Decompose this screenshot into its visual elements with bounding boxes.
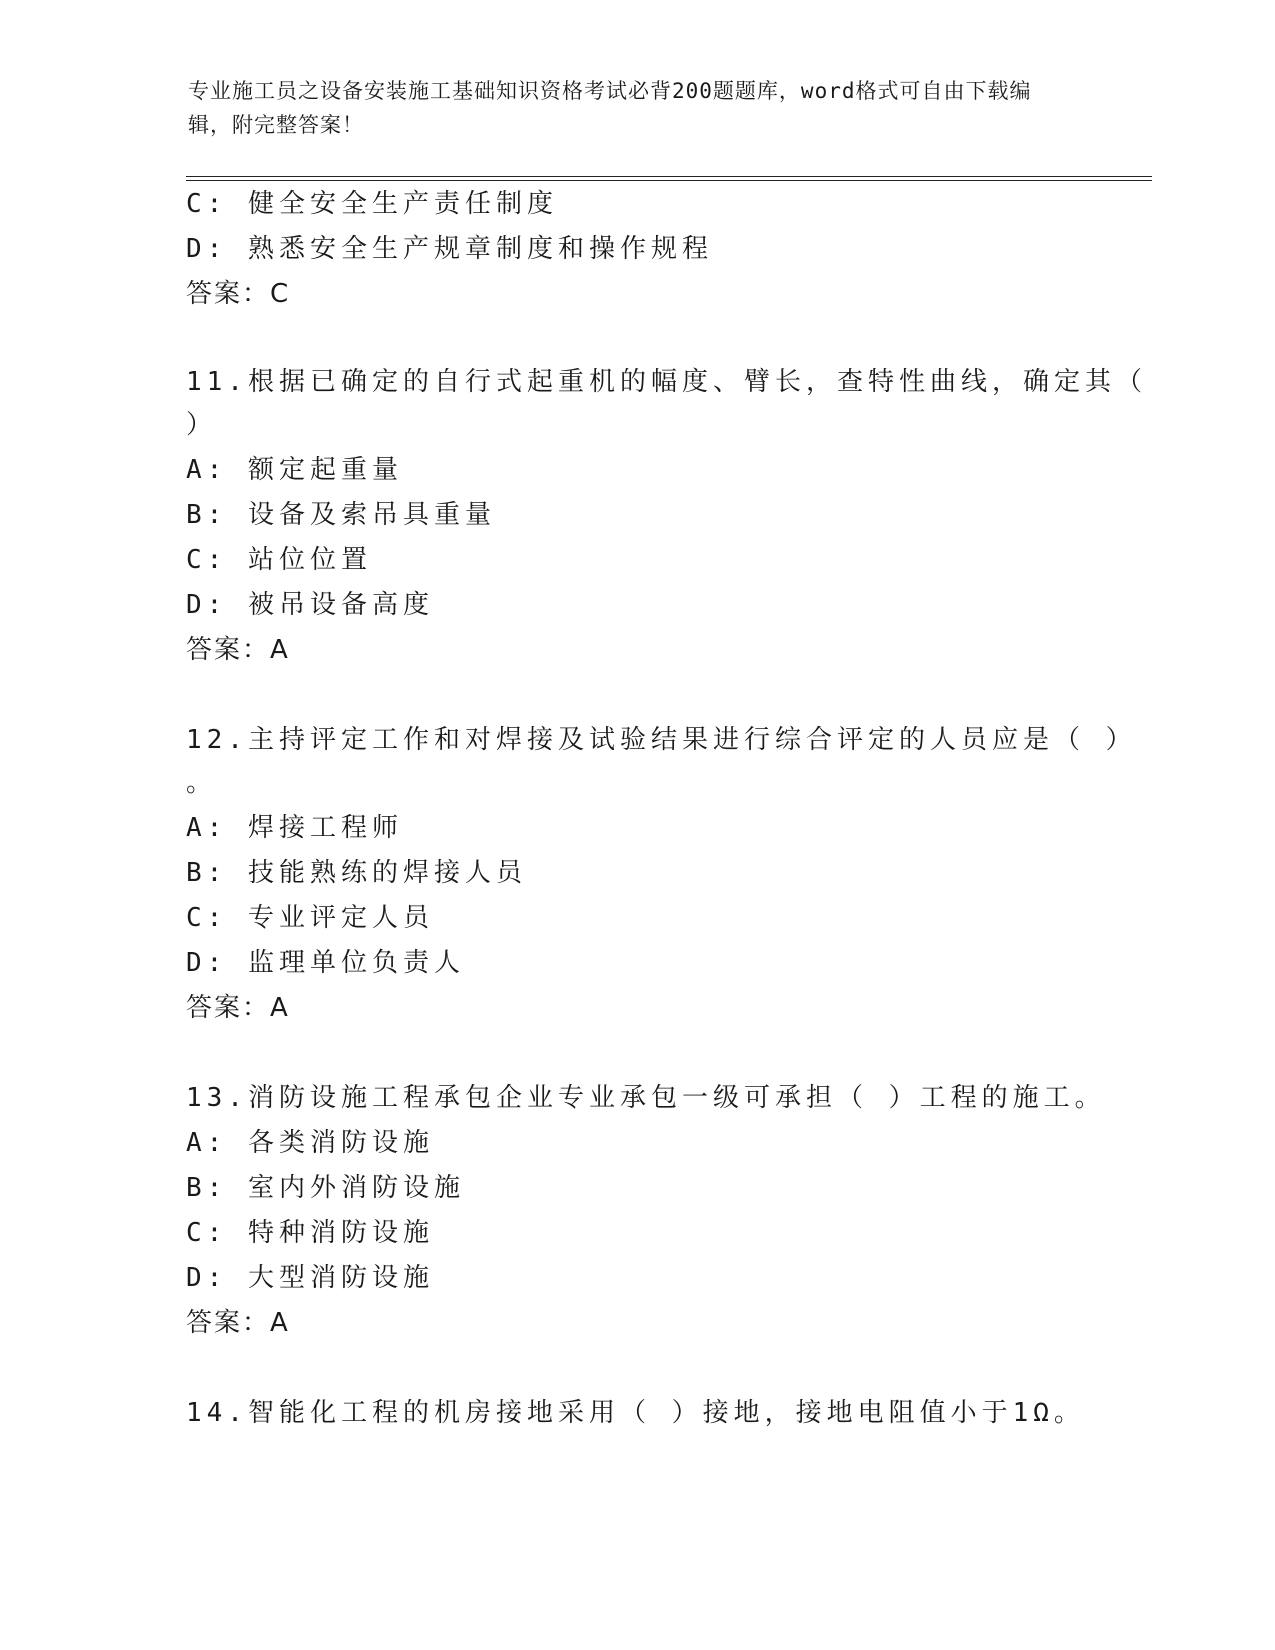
q12-stem-cont: 。 — [186, 768, 218, 798]
q10-answer: 答案：C — [186, 279, 291, 309]
q11-option-a: A: 额定起重量 — [186, 455, 403, 485]
q11-option-c: C: 站位位置 — [186, 545, 372, 575]
q10-option-c: C: 健全安全生产责任制度 — [186, 189, 558, 219]
q11-answer: 答案：A — [186, 635, 290, 665]
q11-option-b: B: 设备及索吊具重量 — [186, 500, 496, 530]
q13-option-a: A: 各类消防设施 — [186, 1128, 434, 1158]
q13-answer: 答案：A — [186, 1308, 290, 1338]
q12-option-b: B: 技能熟练的焊接人员 — [186, 858, 527, 888]
q14-stem: 14.智能化工程的机房接地采用（ ）接地，接地电阻值小于1Ω。 — [186, 1398, 1085, 1428]
q13-stem: 13.消防设施工程承包企业专业承包一级可承担（ ）工程的施工。 — [186, 1083, 1106, 1113]
q10-option-d: D: 熟悉安全生产规章制度和操作规程 — [186, 234, 713, 264]
q12-option-d: D: 监理单位负责人 — [186, 948, 465, 978]
q13-option-c: C: 特种消防设施 — [186, 1218, 434, 1248]
q12-option-c: C: 专业评定人员 — [186, 903, 434, 933]
q11-option-d: D: 被吊设备高度 — [186, 590, 434, 620]
q11-stem: 11.根据已确定的自行式起重机的幅度、臂长，查特性曲线，确定其（ — [186, 367, 1147, 397]
q13-option-b: B: 室内外消防设施 — [186, 1173, 465, 1203]
q12-stem: 12.主持评定工作和对焊接及试验结果进行综合评定的人员应是（ ） — [186, 725, 1137, 755]
header-divider — [186, 176, 1152, 181]
q12-answer: 答案：A — [186, 993, 290, 1023]
q13-option-d: D: 大型消防设施 — [186, 1263, 434, 1293]
document-header: 专业施工员之设备安装施工基础知识资格考试必背200题题库，word格式可自由下载编辑，附完整答案！ — [188, 79, 1032, 137]
q12-option-a: A: 焊接工程师 — [186, 813, 403, 843]
q11-stem-cont: ） — [186, 410, 218, 440]
